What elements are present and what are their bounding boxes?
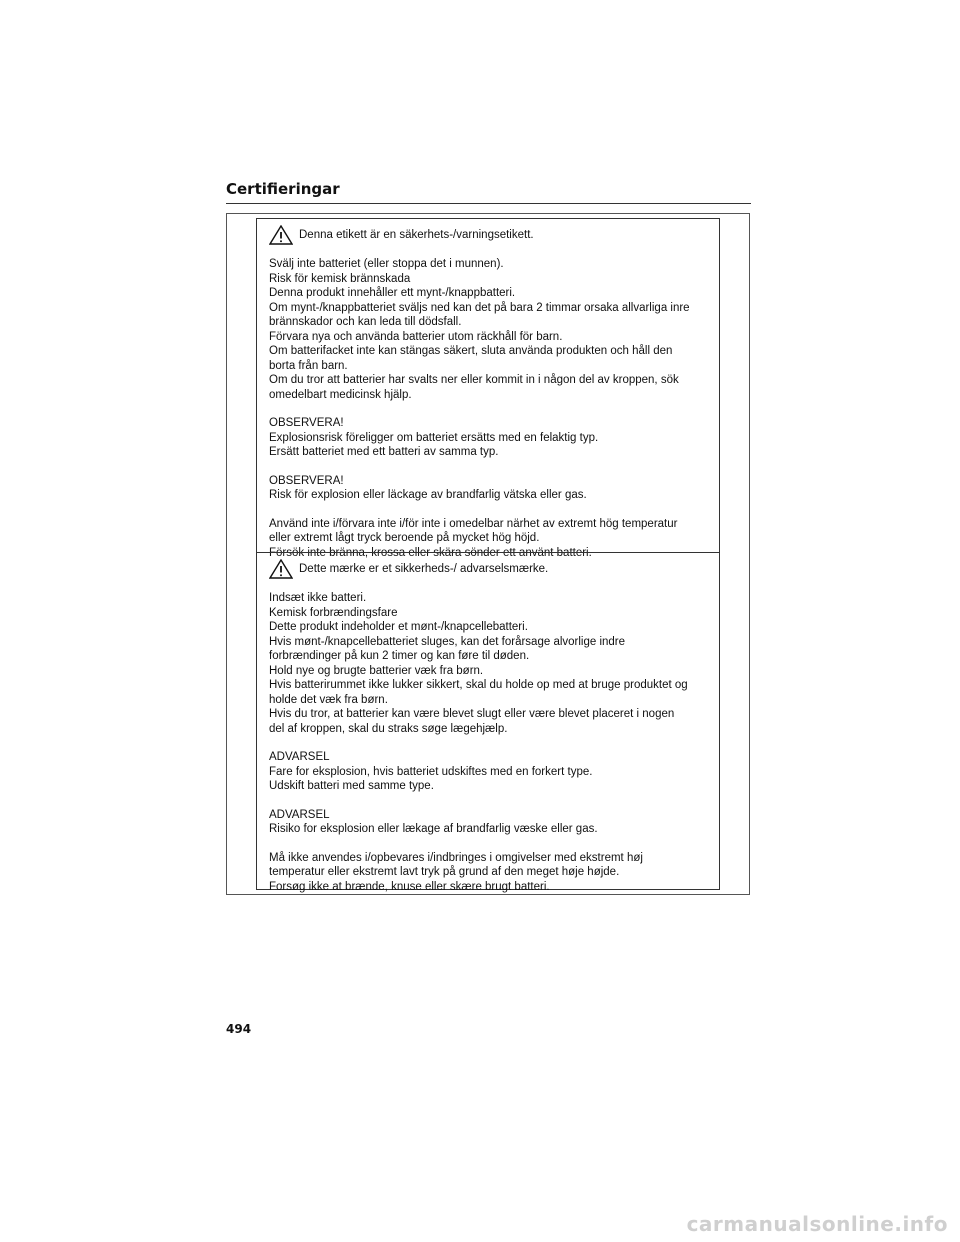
watermark: carmanualsonline.info xyxy=(686,1212,948,1236)
label-text-line: Fare for eksplosion, hvis batteriet udskiftes med en forkert type. xyxy=(269,765,593,778)
label-paragraph xyxy=(269,416,711,460)
label-text-line: Försök inte bränna, krossa eller skära sönder ett använt batteri. xyxy=(269,546,592,559)
label-body xyxy=(269,591,711,894)
label-text-line: Hvis du tror, at batterier kan være blevet slugt eller være blevet placeret i nogen xyxy=(269,708,675,720)
label-text-line: borta från barn. xyxy=(269,359,348,372)
label-text-line: Udskift batteri med samme type. xyxy=(269,780,434,792)
label-text-line: Använd inte i/förvara inte i/för inte i omedelbar närhet av extremt hög temperatur xyxy=(269,517,678,530)
label-title: Dette mærke er et sikkerheds-/ advarselsmærke. xyxy=(299,562,549,575)
label-text-line: Förvara nya och använda batterier utom räckhåll för barn. xyxy=(269,330,563,343)
label-text-line: Om mynt-/knappbatteriet sväljs ned kan det på bara 2 timmar orsaka allvarliga inre xyxy=(269,301,690,314)
warning-label-swedish xyxy=(256,218,720,559)
page-number: 494 xyxy=(226,1022,252,1036)
label-paragraph xyxy=(269,591,711,736)
label-text-line: forbrændinger på kun 2 timer og kan føre til døden. xyxy=(269,650,530,662)
label-paragraph xyxy=(269,808,711,837)
label-text-line: Må ikke anvendes i/opbevares i/indbringes i omgivelser med ekstremt høj xyxy=(269,851,643,864)
label-text-line: Forsøg ikke at brænde, knuse eller skære brugt batteri. xyxy=(269,880,550,893)
label-title-row xyxy=(269,559,711,579)
label-paragraph xyxy=(269,257,711,402)
label-text-line: brännskador och kan leda till dödsfall. xyxy=(269,316,462,328)
label-text-line: Risiko for eksplosion eller lækage af brandfarlig væske eller gas. xyxy=(269,823,598,835)
label-text-line: Explosionsrisk föreligger om batteriet ersätts med en felaktig typ. xyxy=(269,431,599,444)
label-title: Denna etikett är en säkerhets-/varningsetikett. xyxy=(299,228,534,241)
label-text-line: Om batterifacket inte kan stängas säkert, sluta använda produkten och håll den xyxy=(269,345,673,357)
label-text-line: temperatur eller ekstremt lavt tryk på grund af den meget høje højde. xyxy=(269,866,620,878)
label-text-line: Risk för explosion eller läckage av brandfarlig vätska eller gas. xyxy=(269,489,587,501)
label-text-line: Dette produkt indeholder et mønt-/knapcellebatteri. xyxy=(269,621,528,633)
label-text-line: ADVARSEL xyxy=(269,751,330,763)
label-text-line: Ersätt batteriet med ett batteri av samma typ. xyxy=(269,446,499,458)
label-text-line: Hvis mønt-/knapcellebatteriet sluges, kan det forårsage alvorlige indre xyxy=(269,635,626,648)
label-body xyxy=(269,257,711,560)
label-text-line: Denna produkt innehåller ett mynt-/knappbatteri. xyxy=(269,287,516,299)
label-text-line: del af kroppen, skal du straks søge lægehjælp. xyxy=(269,722,508,735)
label-paragraph xyxy=(269,750,711,794)
label-text-line: OBSERVERA! xyxy=(269,417,344,429)
label-text-line: Kemisk forbrændingsfare xyxy=(269,606,398,619)
label-text-line: omedelbart medicinsk hjälp. xyxy=(269,388,412,401)
label-text-line: Risk för kemisk brännskada xyxy=(269,272,411,285)
label-text-line: eller extremt lågt tryck beroende på mycket hög höjd. xyxy=(269,532,540,544)
warning-label-danish xyxy=(256,552,720,893)
label-title-row xyxy=(269,225,711,245)
page-title: Certifieringar xyxy=(226,180,751,204)
label-text-line: Hold nye og brugte batterier væk fra børn. xyxy=(269,664,484,677)
label-text-line: Hvis batterirummet ikke lukker sikkert, skal du holde op med at bruge produktet og xyxy=(269,679,688,691)
label-paragraph xyxy=(269,474,711,503)
label-text-line: Indsæt ikke batteri. xyxy=(269,592,367,604)
label-text-line: ADVARSEL xyxy=(269,808,330,821)
label-text-line: OBSERVERA! xyxy=(269,474,344,487)
label-text-line: Om du tror att batterier har svalts ner eller kommit in i någon del av kroppen, sök xyxy=(269,374,679,386)
warning-triangle-icon xyxy=(269,225,293,245)
label-text-line: holde det væk fra børn. xyxy=(269,693,388,706)
warning-triangle-icon xyxy=(269,559,293,579)
label-paragraph xyxy=(269,851,711,895)
label-text-line: Svälj inte batteriet (eller stoppa det i munnen). xyxy=(269,258,504,270)
